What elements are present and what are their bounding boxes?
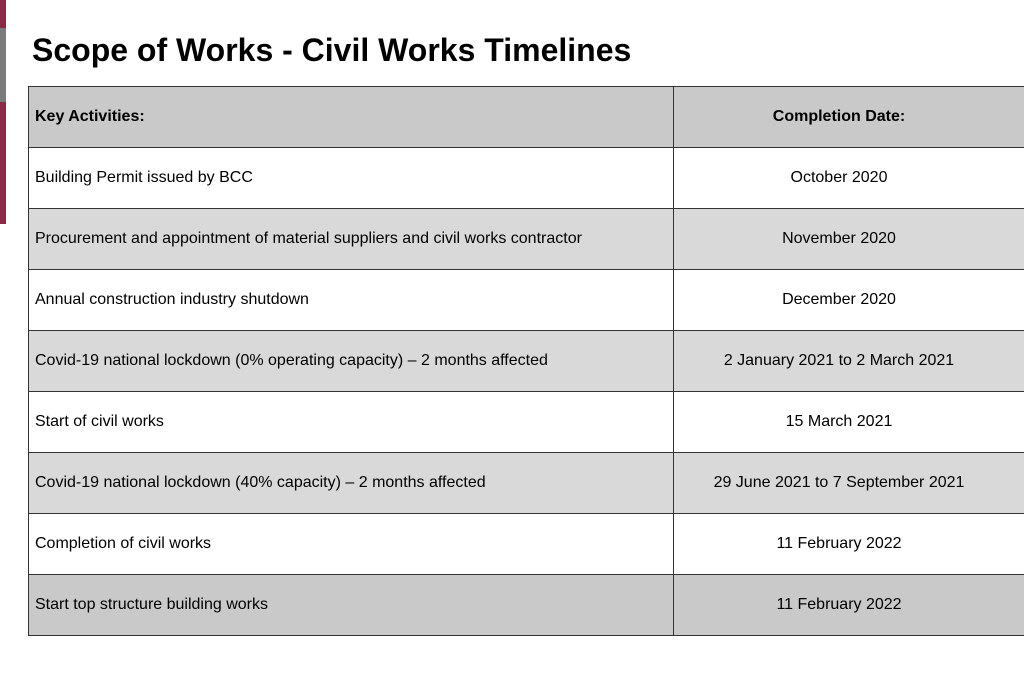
table-row	[29, 148, 1024, 209]
activity-cell: Annual construction industry shutdown	[29, 270, 674, 331]
header-key-activities: Key Activities:	[29, 87, 674, 148]
page-title: Scope of Works - Civil Works Timelines	[32, 32, 632, 68]
edge-accent-bottom	[0, 102, 6, 224]
activity-cell: Start top structure building works	[29, 575, 674, 636]
date-cell: 29 June 2021 to 7 September 2021	[674, 453, 1024, 514]
header-completion-date: Completion Date:	[674, 87, 1024, 148]
date-cell: 15 March 2021	[674, 392, 1024, 453]
date-cell: November 2020	[674, 209, 1024, 270]
date-cell: 2 January 2021 to 2 March 2021	[674, 331, 1024, 392]
table-row	[29, 575, 1024, 636]
activity-cell: Procurement and appointment of material suppliers and civil works contractor	[29, 209, 674, 270]
date-cell: 11 February 2022	[674, 514, 1024, 575]
activity-cell: Covid-19 national lockdown (40% capacity) – 2 months affected	[29, 453, 674, 514]
table-header-row	[29, 87, 1024, 148]
table-row	[29, 514, 1024, 575]
timeline-table	[28, 86, 1024, 636]
table-row	[29, 392, 1024, 453]
activity-cell: Start of civil works	[29, 392, 674, 453]
table-row	[29, 270, 1024, 331]
date-cell: October 2020	[674, 148, 1024, 209]
date-cell: 11 February 2022	[674, 575, 1024, 636]
activity-cell: Completion of civil works	[29, 514, 674, 575]
date-cell: December 2020	[674, 270, 1024, 331]
table-row	[29, 453, 1024, 514]
table-row	[29, 331, 1024, 392]
activity-cell: Building Permit issued by BCC	[29, 148, 674, 209]
edge-accent-middle	[0, 28, 6, 102]
table-row	[29, 209, 1024, 270]
activity-cell: Covid-19 national lockdown (0% operating capacity) – 2 months affected	[29, 331, 674, 392]
edge-accent-top	[0, 0, 6, 28]
